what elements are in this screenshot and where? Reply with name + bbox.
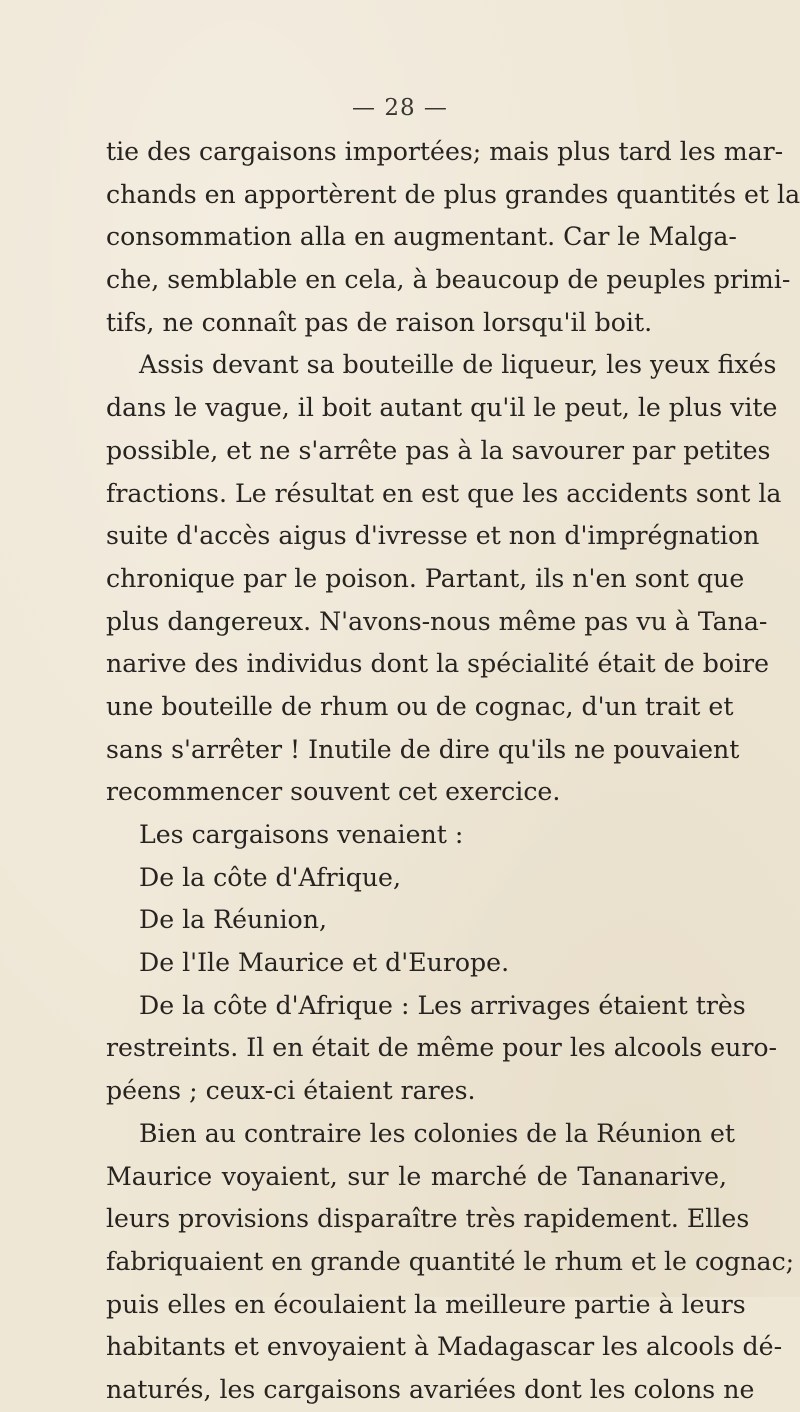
text-line: tie des cargaisons importées; mais plus tard les mar- — [106, 137, 784, 166]
text-line: Assis devant sa bouteille de liqueur, les yeux fixés — [139, 350, 777, 380]
text-line: De la côte d'Afrique : Les arrivages étaient très — [139, 990, 746, 1020]
text-line: plus dangereux. N'avons-nous même pas vu à Tana- — [106, 606, 768, 636]
text-line: tifs, ne connaît pas de raison lorsqu'il boit. — [106, 307, 653, 337]
text-line: chronique par le poison. Partant, ils n'en sont que — [106, 563, 745, 593]
text-line: chands en apportèrent de plus grandes quantités et la — [106, 179, 800, 209]
text-line: Bien au contraire les colonies de la Réunion et — [139, 1118, 736, 1148]
page-number: — 28 — — [352, 95, 448, 121]
text-line: De l'Ile Maurice et d'Europe. — [139, 948, 510, 978]
text-line: consommation alla en augmentant. Car le Malga- — [106, 222, 737, 252]
text-line: Maurice voyaient, sur le marché de Tananarive, — [106, 1161, 727, 1191]
text-line: sans s'arrêter ! Inutile de dire qu'ils ne pouvaient — [106, 734, 740, 764]
text-line: fabriquaient en grande quantité le rhum et le cognac; — [106, 1246, 795, 1276]
text-line: che, semblable en cela, à beaucoup de peuples primi- — [106, 265, 791, 295]
text-line: De la côte d'Afrique, — [139, 862, 401, 892]
text-line: fractions. Le résultat en est que les accidents sont la — [106, 478, 782, 508]
text-line: dans le vague, il boit autant qu'il le peut, le plus vite — [106, 393, 778, 423]
text-line: habitants et envoyaient à Madagascar les alcools dé- — [106, 1332, 783, 1362]
text-line: possible, et ne s'arrête pas à la savourer par petites — [106, 435, 771, 465]
text-line: leurs provisions disparaître très rapidement. Elles — [106, 1204, 750, 1234]
text-line: naturés, les cargaisons avariées dont les colons ne — [106, 1374, 755, 1404]
body-text — [106, 131, 800, 1412]
text-line: péens ; ceux-ci étaient rares. — [106, 1076, 476, 1106]
text-line: restreints. Il en était de même pour les alcools euro- — [106, 1033, 778, 1063]
text-line: recommencer souvent cet exercice. — [106, 777, 561, 807]
text-line: puis elles en écoulaient la meilleure partie à leurs — [106, 1289, 746, 1319]
text-line: narive des individus dont la spécialité était de boire — [106, 649, 770, 679]
text-line: Les cargaisons venaient : — [139, 820, 464, 849]
text-line: suite d'accès aigus d'ivresse et non d'imprégnation — [106, 521, 760, 551]
text-line: De la Réunion, — [139, 905, 327, 935]
text-line: une bouteille de rhum ou de cognac, d'un trait et — [106, 691, 734, 721]
